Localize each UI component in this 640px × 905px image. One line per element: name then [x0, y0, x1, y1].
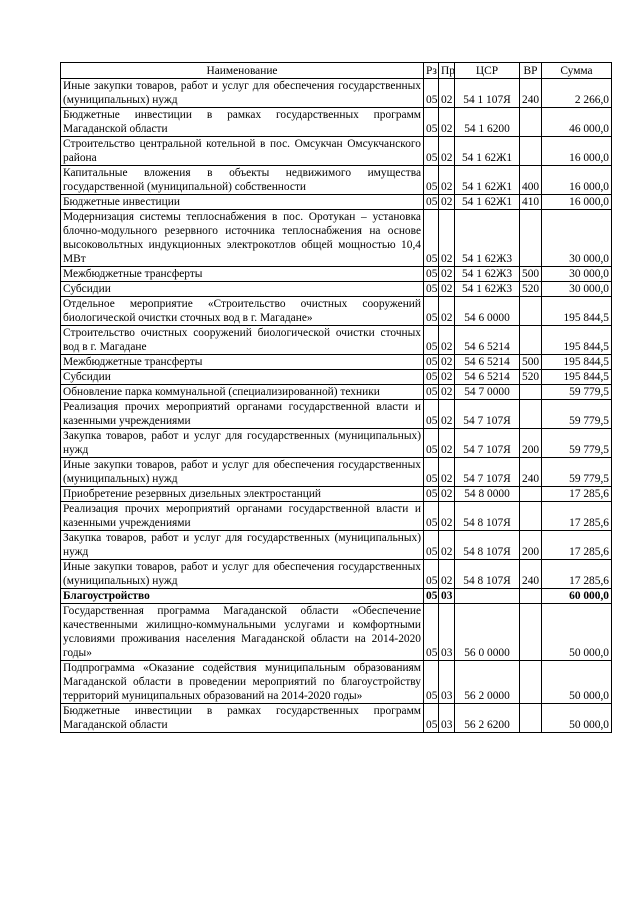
cell-vr: 200 [520, 429, 542, 458]
table-row [61, 531, 612, 560]
cell-pr: 02 [439, 502, 455, 531]
cell-name: Межбюджетные трансферты [61, 355, 424, 370]
header-name: Наименование [61, 63, 424, 79]
cell-rz: 05 [424, 531, 439, 560]
header-pr: Пр [439, 63, 455, 79]
cell-name: Благоустройство [61, 589, 424, 604]
cell-rz: 05 [424, 355, 439, 370]
cell-sum: 17 285,6 [542, 560, 612, 589]
cell-vr [520, 210, 542, 267]
table-row [61, 385, 612, 400]
cell-sum: 195 844,5 [542, 355, 612, 370]
cell-name: Отдельное мероприятие «Строительство очистных сооружений биологической очистки сточных вод в г. Магадане» [61, 297, 424, 326]
cell-name: Строительство очистных сооружений биологической очистки сточных вод в г. Магадане [61, 326, 424, 355]
cell-name: Субсидии [61, 370, 424, 385]
table-row [61, 487, 612, 502]
cell-rz: 05 [424, 560, 439, 589]
cell-rz: 05 [424, 282, 439, 297]
cell-rz: 05 [424, 400, 439, 429]
cell-name: Бюджетные инвестиции в рамках государственных программ Магаданской области [61, 108, 424, 137]
cell-pr: 03 [439, 604, 455, 661]
cell-name: Межбюджетные трансферты [61, 267, 424, 282]
cell-pr: 02 [439, 429, 455, 458]
cell-rz: 05 [424, 502, 439, 531]
cell-pr: 02 [439, 210, 455, 267]
cell-vr [520, 400, 542, 429]
cell-csr: 54 1 62Ж1 [455, 195, 520, 210]
cell-csr: 54 7 107Я [455, 400, 520, 429]
header-row [61, 63, 612, 79]
cell-pr: 02 [439, 326, 455, 355]
cell-rz: 05 [424, 458, 439, 487]
cell-rz: 05 [424, 604, 439, 661]
cell-pr: 03 [439, 661, 455, 704]
table-row [61, 166, 612, 195]
cell-csr: 54 1 62Ж3 [455, 210, 520, 267]
cell-vr [520, 704, 542, 733]
cell-pr: 02 [439, 560, 455, 589]
table-row [61, 210, 612, 267]
cell-csr: 54 1 6200 [455, 108, 520, 137]
cell-name: Закупка товаров, работ и услуг для государственных (муниципальных) нужд [61, 531, 424, 560]
table-row [61, 400, 612, 429]
table-row [61, 604, 612, 661]
cell-pr: 02 [439, 370, 455, 385]
cell-vr: 200 [520, 531, 542, 560]
cell-name: Обновление парка коммунальной (специализированной) техники [61, 385, 424, 400]
cell-csr: 54 8 107Я [455, 502, 520, 531]
cell-csr: 54 7 107Я [455, 458, 520, 487]
cell-rz: 05 [424, 487, 439, 502]
table-row [61, 108, 612, 137]
cell-vr [520, 661, 542, 704]
cell-sum: 17 285,6 [542, 531, 612, 560]
cell-csr: 54 6 5214 [455, 370, 520, 385]
table-row [61, 429, 612, 458]
cell-name: Иные закупки товаров, работ и услуг для обеспечения государственных (муниципальных) нужд [61, 79, 424, 108]
cell-csr: 54 7 107Я [455, 429, 520, 458]
table-row [61, 589, 612, 604]
cell-csr: 56 2 0000 [455, 661, 520, 704]
cell-sum: 195 844,5 [542, 326, 612, 355]
cell-name: Подпрограмма «Оказание содействия муниципальным образованиям Магаданской области в проведении мероприятий по благоустройству территорий муниципальных образований на 2014-2020 годы» [61, 661, 424, 704]
table-row [61, 282, 612, 297]
cell-csr: 54 8 0000 [455, 487, 520, 502]
cell-sum: 195 844,5 [542, 370, 612, 385]
cell-name: Иные закупки товаров, работ и услуг для обеспечения государственных (муниципальных) нужд [61, 458, 424, 487]
table-body [61, 79, 612, 733]
cell-rz: 05 [424, 429, 439, 458]
cell-rz: 05 [424, 297, 439, 326]
cell-rz: 05 [424, 137, 439, 166]
cell-csr: 54 1 107Я [455, 79, 520, 108]
cell-name: Государственная программа Магаданской области «Обеспечение качественными жилищно-коммунальными услугами и комфортными условиями проживания населения Магаданской области на 2014-2020 годы» [61, 604, 424, 661]
cell-pr: 02 [439, 400, 455, 429]
cell-sum: 46 000,0 [542, 108, 612, 137]
table-row [61, 560, 612, 589]
cell-sum: 60 000,0 [542, 589, 612, 604]
table-row [61, 661, 612, 704]
cell-pr: 02 [439, 166, 455, 195]
cell-csr: 54 1 62Ж1 [455, 137, 520, 166]
cell-name: Бюджетные инвестиции [61, 195, 424, 210]
cell-name: Капитальные вложения в объекты недвижимого имущества государственной (муниципальной) собственности [61, 166, 424, 195]
cell-rz: 05 [424, 370, 439, 385]
cell-pr: 02 [439, 267, 455, 282]
cell-sum: 50 000,0 [542, 604, 612, 661]
cell-rz: 05 [424, 326, 439, 355]
cell-rz: 05 [424, 661, 439, 704]
cell-vr [520, 137, 542, 166]
cell-pr: 02 [439, 79, 455, 108]
cell-name: Субсидии [61, 282, 424, 297]
cell-sum: 59 779,5 [542, 429, 612, 458]
cell-rz: 05 [424, 79, 439, 108]
cell-pr: 02 [439, 108, 455, 137]
cell-pr: 03 [439, 589, 455, 604]
header-rz: Рз [424, 63, 439, 79]
cell-sum: 16 000,0 [542, 137, 612, 166]
table-row [61, 326, 612, 355]
cell-vr [520, 604, 542, 661]
cell-name: Приобретение резервных дизельных электростанций [61, 487, 424, 502]
header-sum: Сумма [542, 63, 612, 79]
cell-vr: 500 [520, 267, 542, 282]
cell-vr: 240 [520, 79, 542, 108]
cell-pr: 02 [439, 282, 455, 297]
cell-csr: 54 1 62Ж1 [455, 166, 520, 195]
document-page [60, 62, 611, 733]
cell-sum: 59 779,5 [542, 458, 612, 487]
cell-pr: 02 [439, 487, 455, 502]
cell-sum: 50 000,0 [542, 704, 612, 733]
cell-sum: 2 266,0 [542, 79, 612, 108]
cell-sum: 17 285,6 [542, 502, 612, 531]
cell-vr: 400 [520, 166, 542, 195]
cell-vr [520, 385, 542, 400]
cell-vr: 240 [520, 560, 542, 589]
table-row [61, 137, 612, 166]
table-row [61, 458, 612, 487]
table-row [61, 355, 612, 370]
cell-rz: 05 [424, 589, 439, 604]
cell-pr: 03 [439, 704, 455, 733]
cell-sum: 16 000,0 [542, 195, 612, 210]
cell-name: Иные закупки товаров, работ и услуг для обеспечения государственных (муниципальных) нужд [61, 560, 424, 589]
cell-pr: 02 [439, 137, 455, 166]
cell-vr: 500 [520, 355, 542, 370]
header-csr: ЦСР [455, 63, 520, 79]
cell-vr [520, 502, 542, 531]
cell-vr: 240 [520, 458, 542, 487]
cell-vr [520, 589, 542, 604]
cell-csr: 54 6 0000 [455, 297, 520, 326]
cell-csr: 54 6 5214 [455, 326, 520, 355]
table-row [61, 370, 612, 385]
cell-sum: 59 779,5 [542, 385, 612, 400]
cell-vr: 410 [520, 195, 542, 210]
cell-vr [520, 487, 542, 502]
cell-csr: 56 0 0000 [455, 604, 520, 661]
cell-csr [455, 589, 520, 604]
header-vr: ВР [520, 63, 542, 79]
cell-csr: 56 2 6200 [455, 704, 520, 733]
cell-csr: 54 6 5214 [455, 355, 520, 370]
cell-sum: 16 000,0 [542, 166, 612, 195]
cell-pr: 02 [439, 458, 455, 487]
cell-sum: 195 844,5 [542, 297, 612, 326]
cell-name: Бюджетные инвестиции в рамках государственных программ Магаданской области [61, 704, 424, 733]
cell-pr: 02 [439, 297, 455, 326]
cell-rz: 05 [424, 195, 439, 210]
cell-sum: 30 000,0 [542, 282, 612, 297]
cell-sum: 30 000,0 [542, 267, 612, 282]
cell-csr: 54 8 107Я [455, 560, 520, 589]
cell-vr: 520 [520, 370, 542, 385]
cell-name: Реализация прочих мероприятий органами государственной власти и казенными учреждениями [61, 502, 424, 531]
cell-rz: 05 [424, 166, 439, 195]
cell-vr [520, 297, 542, 326]
cell-pr: 02 [439, 355, 455, 370]
budget-table [60, 62, 612, 733]
cell-pr: 02 [439, 195, 455, 210]
cell-rz: 05 [424, 267, 439, 282]
table-row [61, 79, 612, 108]
cell-sum: 50 000,0 [542, 661, 612, 704]
table-row [61, 704, 612, 733]
cell-sum: 30 000,0 [542, 210, 612, 267]
cell-vr: 520 [520, 282, 542, 297]
cell-vr [520, 108, 542, 137]
cell-rz: 05 [424, 385, 439, 400]
cell-sum: 59 779,5 [542, 400, 612, 429]
table-row [61, 267, 612, 282]
table-row [61, 195, 612, 210]
cell-csr: 54 1 62Ж3 [455, 282, 520, 297]
cell-vr [520, 326, 542, 355]
cell-sum: 17 285,6 [542, 487, 612, 502]
table-row [61, 297, 612, 326]
cell-csr: 54 7 0000 [455, 385, 520, 400]
cell-csr: 54 8 107Я [455, 531, 520, 560]
cell-rz: 05 [424, 108, 439, 137]
cell-csr: 54 1 62Ж3 [455, 267, 520, 282]
cell-rz: 05 [424, 210, 439, 267]
cell-name: Строительство центральной котельной в пос. Омсукчан Омсукчанского района [61, 137, 424, 166]
cell-name: Модернизация системы теплоснабжения в пос. Оротукан – установка блочно-модульного резервного источника теплоснабжения на основе высоковольтных индукционных электрокотлов общей мощностью 10,4 МВт [61, 210, 424, 267]
cell-pr: 02 [439, 531, 455, 560]
table-row [61, 502, 612, 531]
cell-name: Реализация прочих мероприятий органами государственной власти и казенными учреждениями [61, 400, 424, 429]
cell-pr: 02 [439, 385, 455, 400]
cell-rz: 05 [424, 704, 439, 733]
cell-name: Закупка товаров, работ и услуг для государственных (муниципальных) нужд [61, 429, 424, 458]
